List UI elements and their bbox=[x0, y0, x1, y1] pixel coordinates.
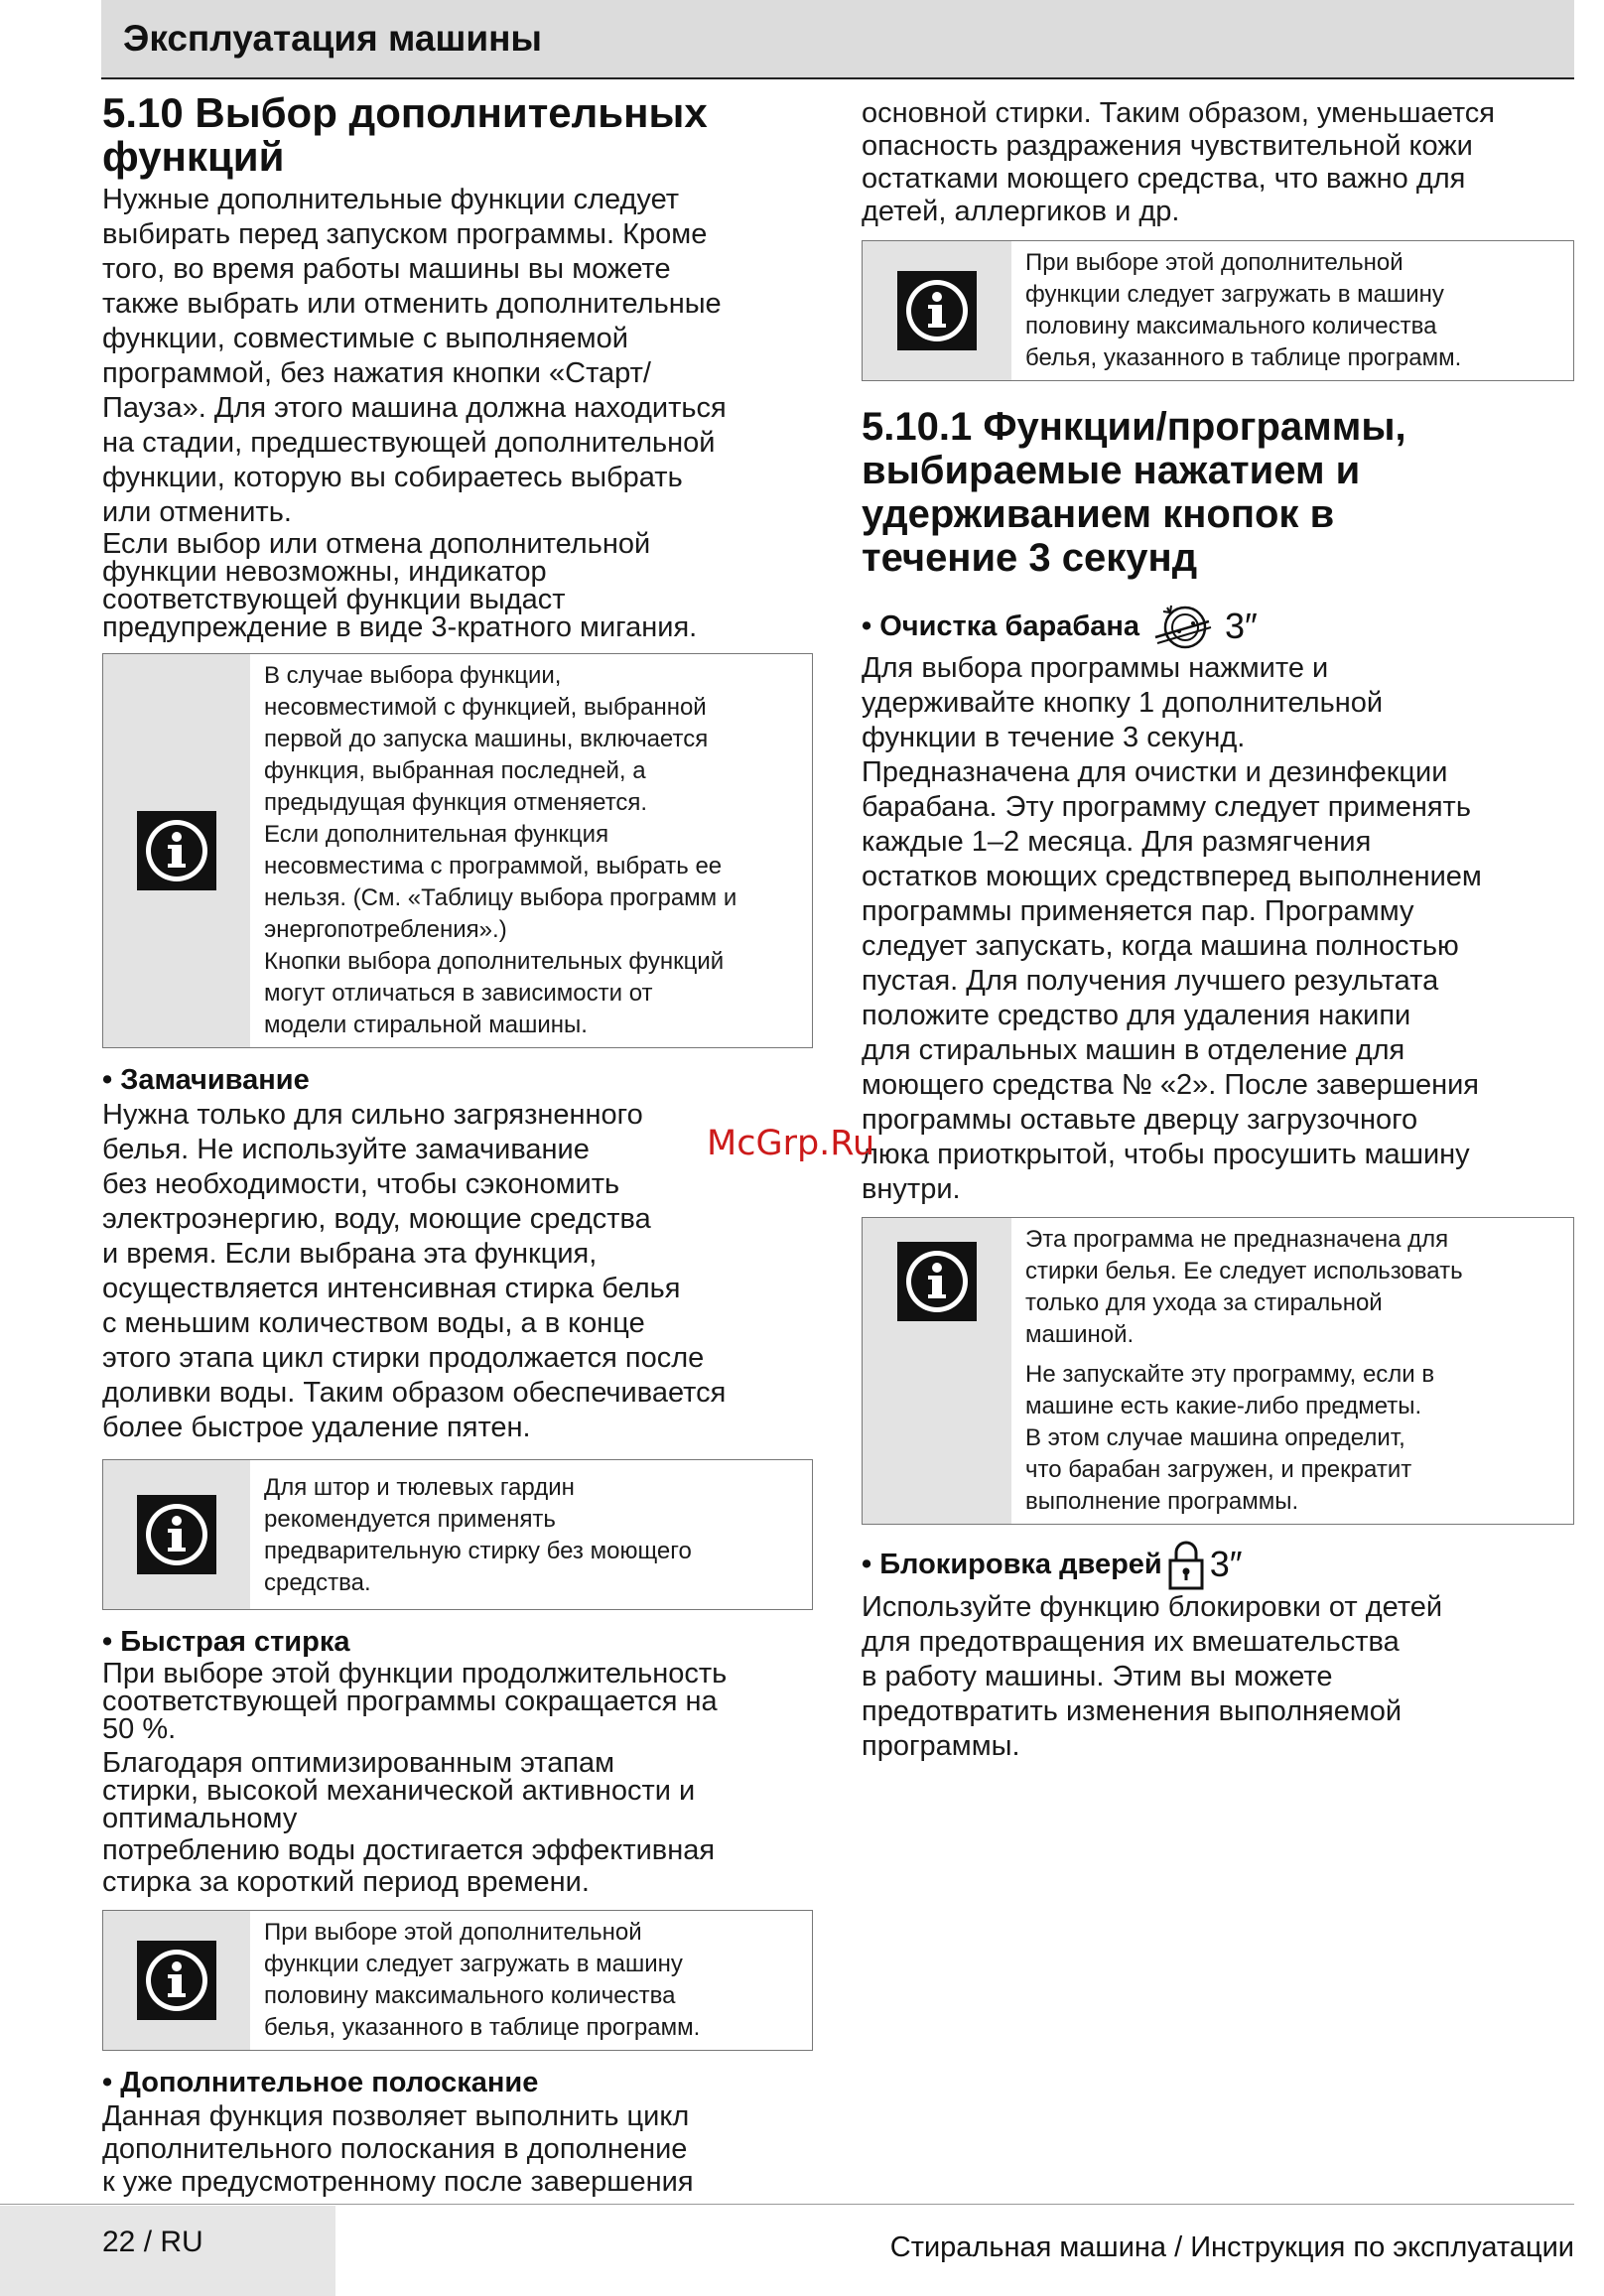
drum-clean-icon bbox=[1149, 602, 1221, 651]
continued-text: основной стирки. Таким образом, уменьшается опасность раздражения чувствительной кожи остатками моющего средства, что важно для детей, аллергиков и др. bbox=[862, 97, 1496, 227]
watermark: McGrp.Ru bbox=[707, 1124, 875, 1163]
page-header-title: Эксплуатация машины bbox=[123, 18, 543, 59]
drum-clean-title: • Очистка барабана 3″ bbox=[862, 602, 1574, 651]
section-title: 5.10 Выбор дополнительных функций bbox=[102, 89, 708, 180]
quick-wash-title: • Быстрая стирка bbox=[102, 1626, 350, 1658]
info-icon bbox=[897, 271, 977, 350]
info-note: При выборе этой дополнительной функции следует загружать в машину половину максимального количества белья, указанного в таблице программ. bbox=[862, 240, 1574, 381]
right-column bbox=[862, 97, 1574, 1764]
info-note: Для штор и тюлевых гардин рекомендуется применять предварительную стирку без моющего средства. bbox=[102, 1459, 813, 1610]
info-icon bbox=[137, 1941, 216, 2020]
padlock-icon bbox=[1166, 1539, 1206, 1590]
info-note: Эта программа не предназначена для стирки белья. Ее следует использовать только для ухода за стиральной машиной. Не запускайте эту программу, если в машине есть какие-либо предметы. В этом случае машина определит, что барабан загружен, и прекратит выполнение программы. bbox=[862, 1217, 1574, 1525]
info-icon bbox=[897, 1242, 977, 1321]
info-note: При выборе этой дополнительной функции следует загружать в машину половину максимального количества белья, указанного в таблице программ. bbox=[102, 1910, 813, 2051]
info-icon bbox=[137, 811, 216, 890]
intro-paragraph: Нужные дополнительные функции следует выбирать перед запуском программы. Кроме того, во время работы машины вы можете также выбрать или отменить дополнительные функции, совместимые с выполняемой программой, без нажатия кнопки «Старт/ Пауза». Для этого машина должна находиться на стадии, предшествующей дополнительной функции, которую вы собираетесь выбрать или отменить. bbox=[102, 184, 727, 528]
intro-paragraph-2: Если выбор или отмена дополнительной функции невозможны, индикатор соответствующей функции выдаст предупреждение в виде 3-кратного мигания. bbox=[102, 528, 698, 643]
info-note: В случае выбора функции, несовместимой с функцией, выбранной первой до запуска машины, включается функция, выбранная последней, а предыдущая функция отменяется. Если дополнительная функция несовместима с программой, выбрать ее нельзя. (См. «Таблицу выбора программ и энергопотребления».) Кнопки выбора дополнительных функций могут отличаться в зависимости от модели стиральной машины. bbox=[102, 653, 813, 1048]
door-lock-text: Используйте функцию блокировки от детей для предотвращения их вмешательства в работу машины. Этим вы можете предотвратить изменения выполняемой программы. bbox=[862, 1591, 1443, 1762]
drum-clean-text: Для выбора программы нажмите и удерживайте кнопку 1 дополнительной функции в течение 3 секунд. Предназначена для очистки и дезинфекции барабана. Эту программу следует применять каждые 1–2 месяца. Для размягчения остатков моющих средствперед выполнением программы применяется пар. Программу следует запускать, когда машина полностью пустая. Для получения лучшего результата положите средство для удаления накипи для стиральных машин в отделение для моющего средства № «2». После завершения программы оставьте дверцу загрузочного люка приоткрытой, чтобы просушить машину внутри. bbox=[862, 652, 1482, 1205]
extra-rinse-text: Данная функция позволяет выполнить цикл дополнительного полоскания в дополнение к уже предусмотренному после завершения bbox=[102, 2100, 694, 2198]
extra-rinse-title: • Дополнительное полоскание bbox=[102, 2067, 539, 2098]
quick-wash-text: При выборе этой функции продолжительность соответствующей программы сокращается на 50 %. Благодаря оптимизированным этапам стирки, высокой механической активности и оптимальному потреблению воды достигается эффективная стирка за короткий период времени. bbox=[102, 1658, 728, 1898]
footer-divider bbox=[0, 2204, 1574, 2205]
soak-text: Нужна только для сильно загрязненного белья. Не используйте замачивание без необходимости, чтобы сэкономить электроэнергию, воду, моющие средства и время. Если выбрана эта функция, осуществляется интенсивная стирка белья с меньшим количеством воды, а в конце этого этапа цикл стирки продолжается после доливки воды. Таким образом обеспечивается более быстрое удаление пятен. bbox=[102, 1099, 727, 1443]
footer-title: Стиральная машина / Инструкция по эксплуатации bbox=[889, 2231, 1574, 2263]
page-number: 22 / RU bbox=[102, 2226, 203, 2258]
soak-title: • Замачивание bbox=[102, 1064, 310, 1096]
door-lock-title: • Блокировка дверей 3″ bbox=[862, 1539, 1574, 1590]
subsection-title: 5.10.1 Функции/программы, выбираемые нажатием и удерживанием кнопок в течение 3 секунд bbox=[862, 405, 1406, 580]
info-icon bbox=[137, 1495, 216, 1574]
